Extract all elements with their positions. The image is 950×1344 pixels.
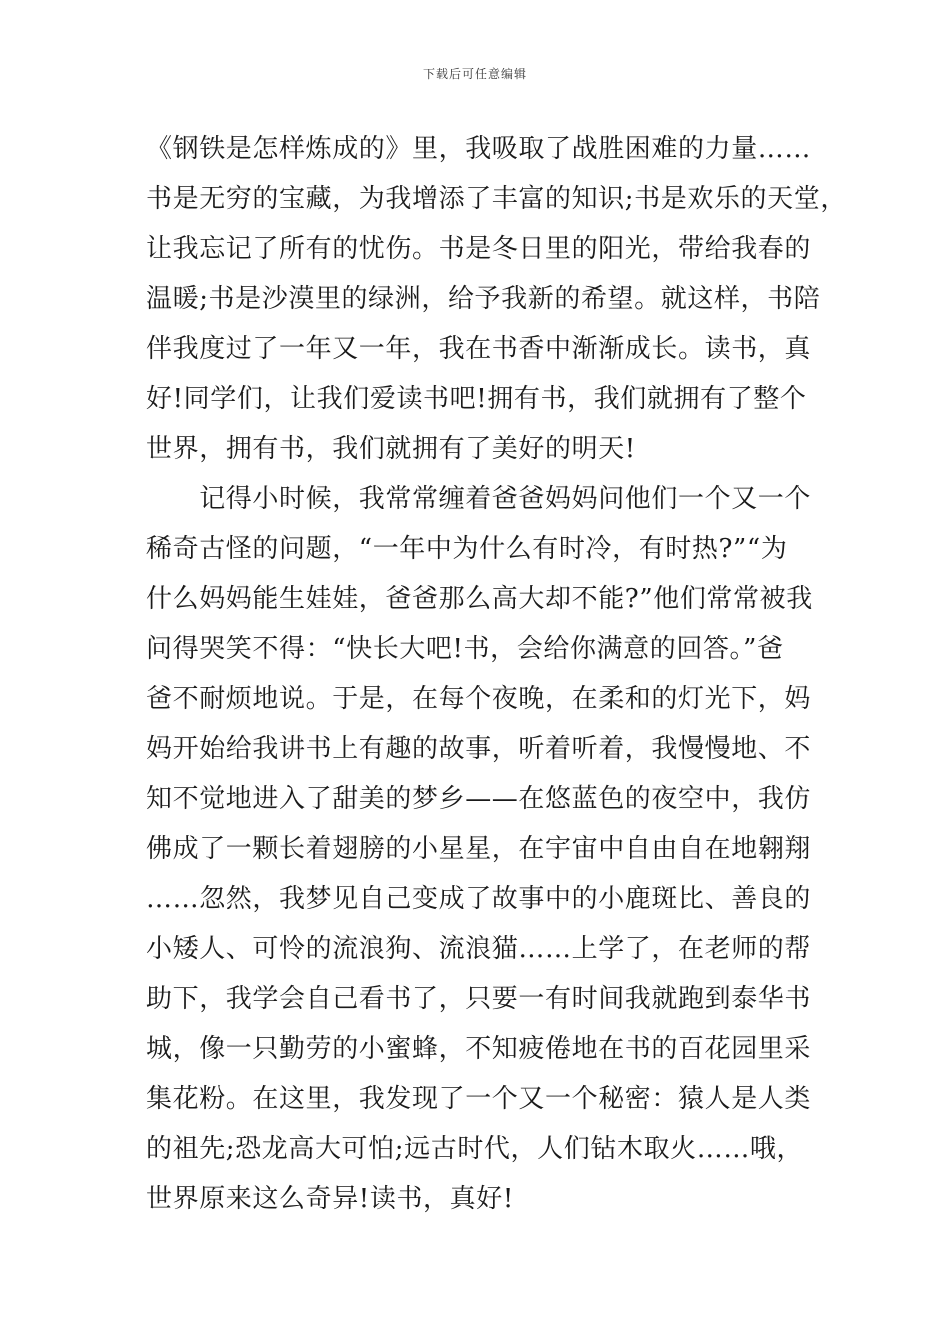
text-line: 小矮人、可怜的流浪狗、流浪猫……上学了，在老师的帮 [146,934,812,964]
text-line: 爸不耐烦地说。于是，在每个夜晚，在柔和的灯光下，妈 [146,684,812,714]
text-line: 助下，我学会自己看书了，只要一有时间我就跑到泰华书 [146,984,812,1014]
body-text [146,124,847,1224]
text-line: 城，像一只勤劳的小蜜蜂，不知疲倦地在书的百花园里采 [146,1034,812,1064]
text-line: 温暖;书是沙漠里的绿洲，给予我新的希望。就这样，书陪 [146,284,821,314]
text-line: 妈开始给我讲书上有趣的故事，听着听着，我慢慢地、不 [146,734,812,764]
text-line: 问得哭笑不得：“快长大吧!书，会给你满意的回答。”爸 [146,634,784,664]
text-line: 伴我度过了一年又一年，我在书香中渐渐成长。读书，真 [146,334,812,364]
text-line: 知不觉地进入了甜美的梦乡——在悠蓝色的夜空中，我仿 [146,784,812,814]
text-line: 记得小时候，我常常缠着爸爸妈妈问他们一个又一个 [146,484,812,514]
text-line: 佛成了一颗长着翅膀的小星星，在宇宙中自由自在地翱翔 [146,834,812,864]
text-line: 稀奇古怪的问题，“一年中为什么有时冷，有时热?”“为 [146,534,788,564]
text-line: 的祖先;恐龙高大可怕;远古时代，人们钻木取火……哦， [146,1134,804,1164]
text-line: 什么妈妈能生娃娃，爸爸那么高大却不能?”他们常常被我 [146,584,813,614]
text-line: 世界，拥有书，我们就拥有了美好的明天! [146,434,636,464]
text-line: 书是无穷的宝藏，为我增添了丰富的知识;书是欢乐的天堂， [146,184,847,214]
text-line: 好!同学们，让我们爱读书吧!拥有书，我们就拥有了整个 [146,384,807,414]
text-line: ……忽然，我梦见自己变成了故事中的小鹿斑比、善良的 [146,884,812,914]
text-line: 让我忘记了所有的忧伤。书是冬日里的阳光，带给我春的 [146,234,812,264]
text-line: 《钢铁是怎样炼成的》里，我吸取了战胜困难的力量…… [146,134,812,164]
text-line: 世界原来这么奇异!读书，真好! [146,1184,514,1214]
header-note: 下载后可任意编辑 [422,67,527,81]
text-line: 集花粉。在这里，我发现了一个又一个秘密：猿人是人类 [146,1084,812,1114]
